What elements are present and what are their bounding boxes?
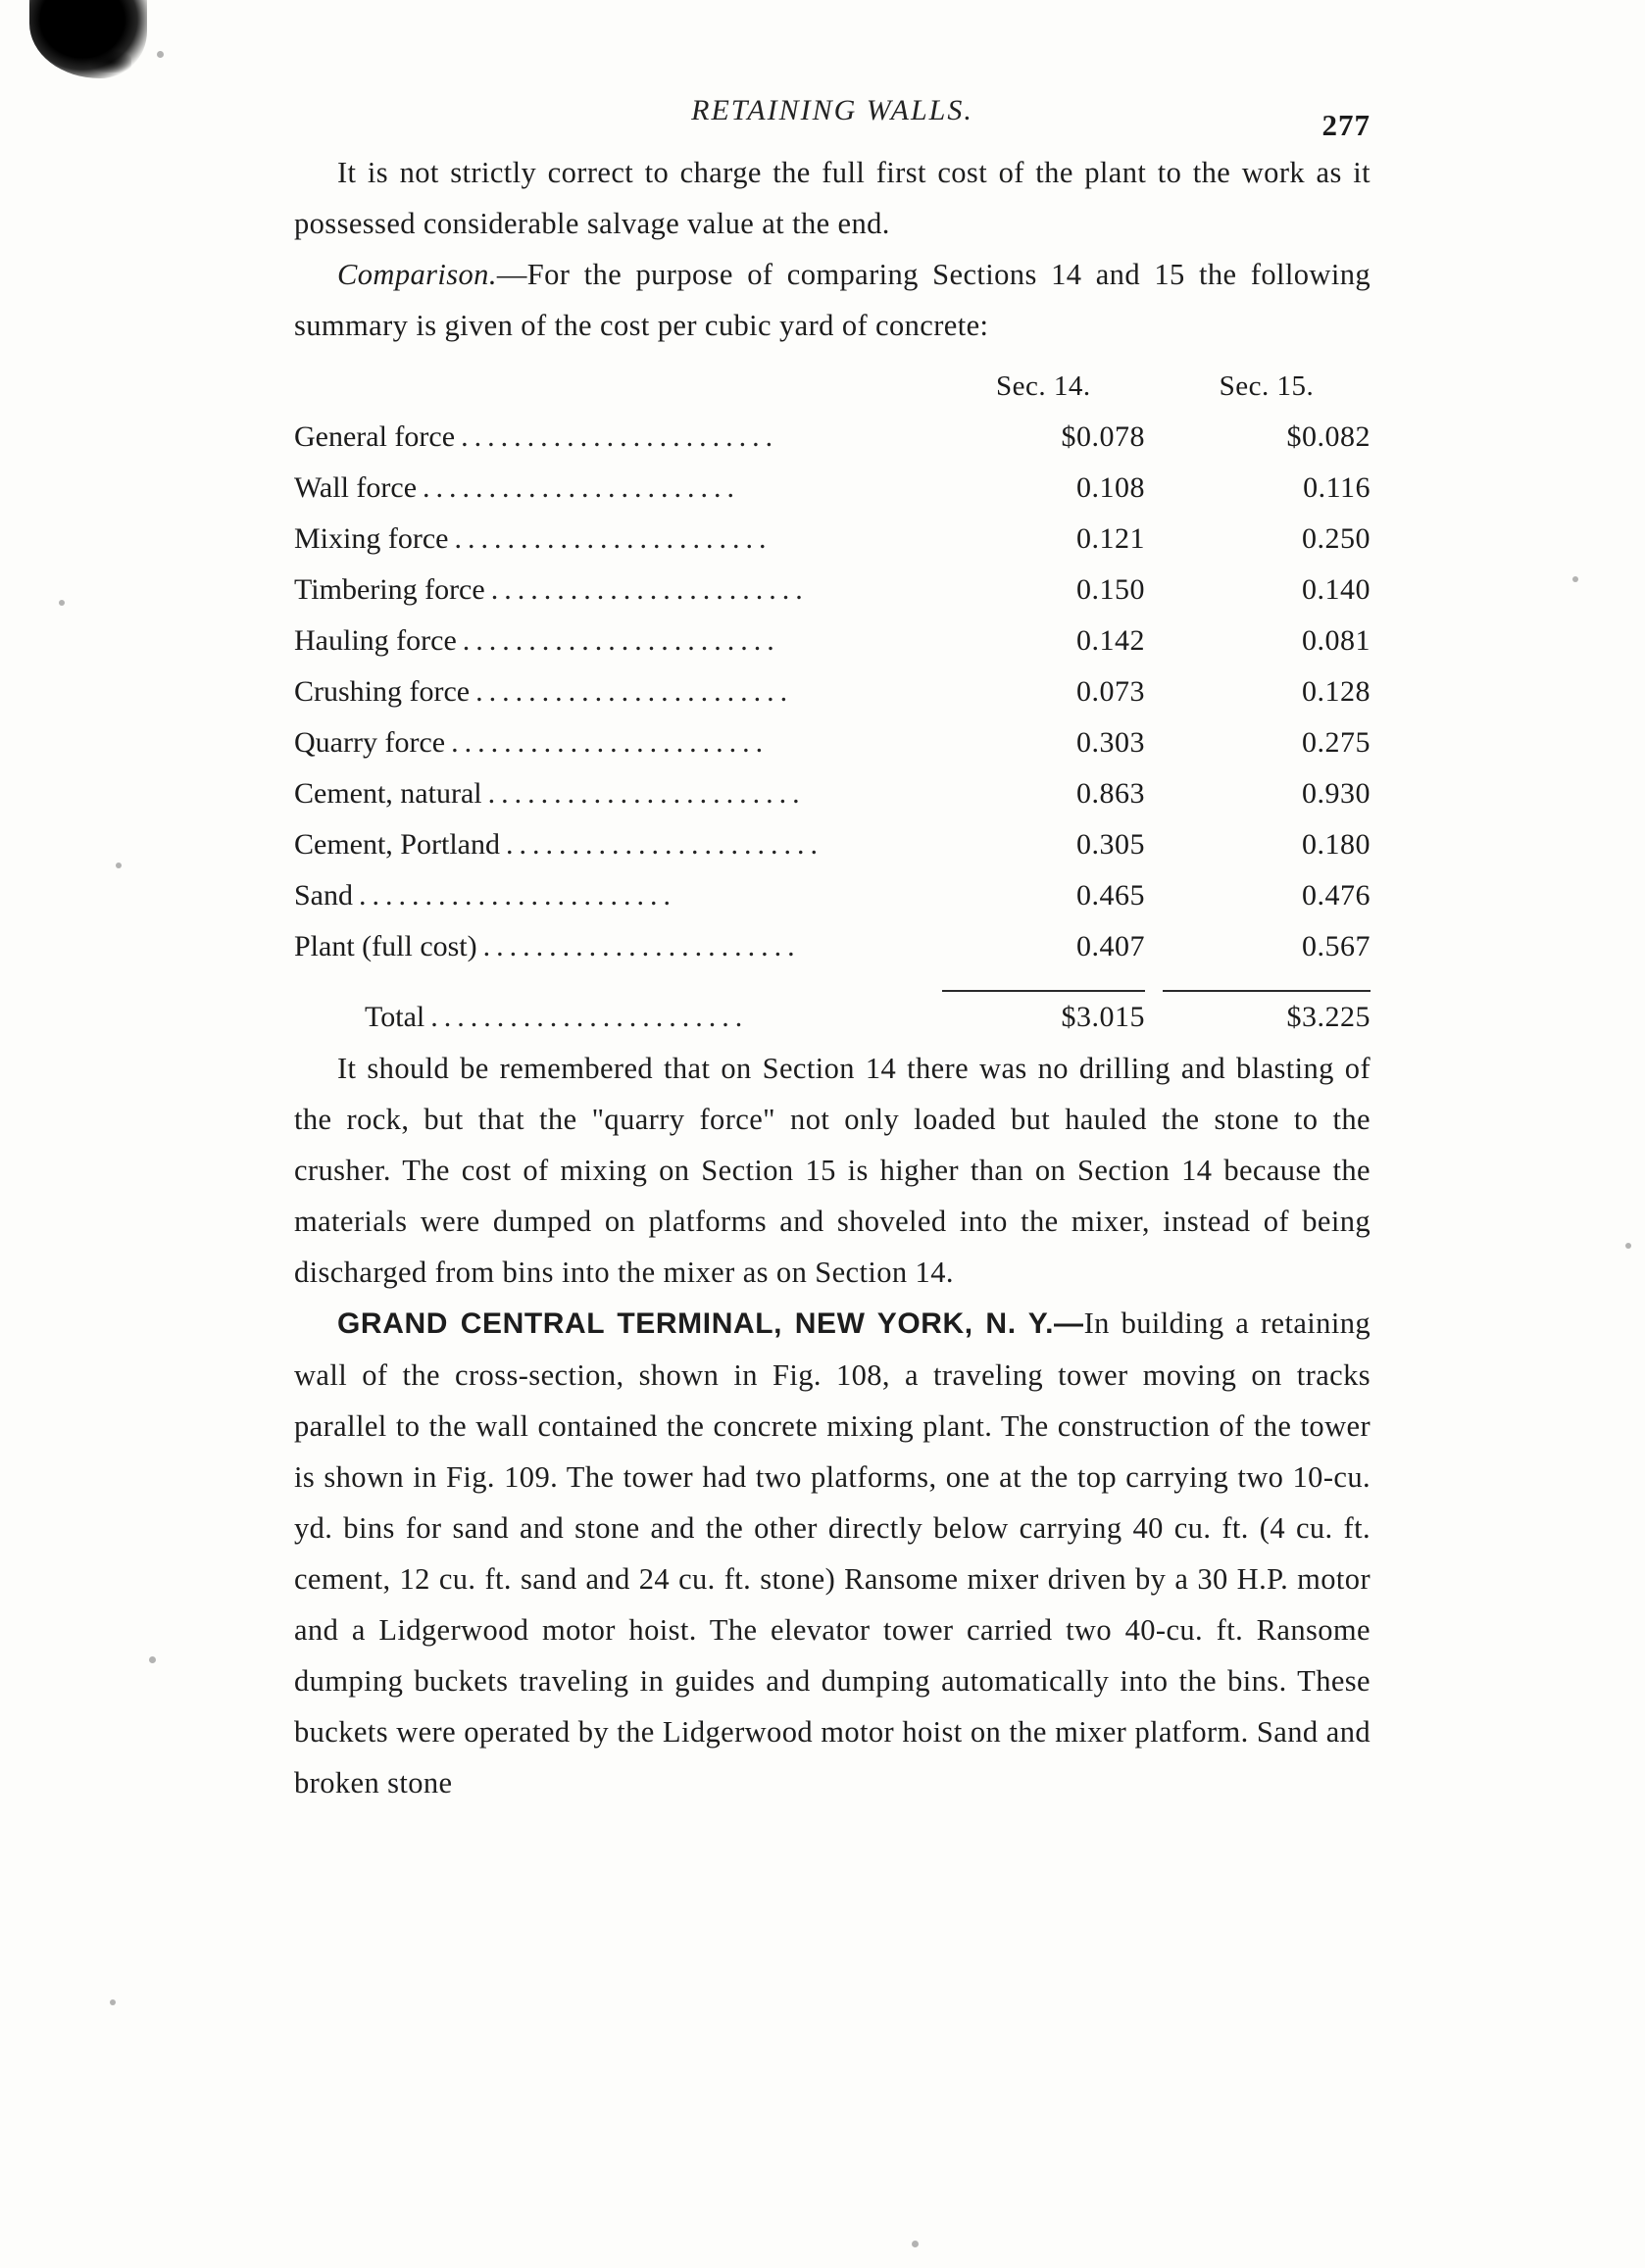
leader-dots: ........................ — [462, 624, 780, 657]
table-row — [294, 921, 1371, 972]
page-speck — [912, 2241, 919, 2247]
page-number: 277 — [1321, 108, 1371, 142]
leader-dots: ........................ — [454, 522, 773, 555]
row-label: Timbering force — [294, 573, 491, 606]
table-row — [294, 768, 1371, 819]
row-label: Crushing force — [294, 675, 475, 708]
total-value-sec15: $3.225 — [1286, 1001, 1371, 1033]
section-heading: GRAND CENTRAL TERMINAL, NEW YORK, N. Y.— — [337, 1307, 1084, 1340]
row-value-sec15: 0.476 — [1302, 879, 1371, 912]
table-row — [294, 870, 1371, 921]
table-row — [294, 565, 1371, 616]
table-row — [294, 412, 1371, 463]
row-value-sec14: 0.142 — [1075, 624, 1145, 657]
row-label: Quarry force — [294, 726, 451, 759]
row-value-sec15: 0.567 — [1302, 930, 1371, 962]
row-value-sec15: 0.250 — [1302, 522, 1371, 555]
page-speck — [1572, 576, 1578, 582]
table-row — [294, 463, 1371, 514]
row-value-sec15: $0.082 — [1286, 420, 1371, 453]
row-value-sec14: $0.078 — [1061, 420, 1145, 453]
page-speck — [1625, 1243, 1631, 1249]
paragraph-salvage-value: It is not strictly correct to charge the full first cost of the plant to the work as it possessed considerable salvage value at the end. — [294, 156, 1371, 240]
grand-central-text: In building a retaining wall of the cross-section, shown in Fig. 108, a traveling tower moving on tracks parallel to the wall contained the concrete mixing plant. The construction of the tower is shown in Fig. 109. The tower had two platforms, one at the top carrying two 10-cu. yd. bins for sand and stone and the other directly below carrying 40 cu. ft. (4 cu. ft. cement, 12 cu. ft. sand and 24 cu. ft. stone) Ransome mixer driven by a 30 H.P. motor and a Lidgerwood motor hoist. The elevator tower carried two 40-cu. ft. Ransome dumping buckets traveling in guides and dumping automatically into the bins. These buckets were operated by the Lidgerwood motor hoist on the mixer platform. Sand and broken stone — [294, 1307, 1371, 1800]
page-speck — [110, 1999, 116, 2005]
leader-dots: ........................ — [430, 1001, 749, 1033]
row-value-sec14: 0.150 — [1075, 573, 1145, 606]
column-header-blank — [294, 361, 942, 412]
leader-dots: ........................ — [490, 573, 809, 606]
row-value-sec14: 0.073 — [1075, 675, 1145, 708]
comparison-text: —For the purpose of comparing Sections 14 and 15 the following summary is given of the cost per cubic yard of concrete: — [294, 258, 1371, 342]
leader-dots: ........................ — [487, 777, 806, 810]
cost-comparison-table — [294, 361, 1371, 1043]
paragraph-grand-central — [294, 1298, 1371, 1808]
paragraph-comparison — [294, 249, 1371, 351]
table-row — [294, 616, 1371, 666]
row-value-sec15: 0.275 — [1302, 726, 1371, 759]
table-row — [294, 666, 1371, 717]
table-total-row — [294, 992, 1371, 1043]
row-value-sec15: 0.116 — [1303, 471, 1371, 504]
table-row — [294, 819, 1371, 870]
row-value-sec15: 0.180 — [1302, 828, 1371, 861]
total-label: Total — [365, 1001, 430, 1033]
row-value-sec14: 0.305 — [1075, 828, 1145, 861]
row-value-sec14: 0.108 — [1075, 471, 1145, 504]
page-header — [294, 94, 1371, 147]
comparison-lead-in: Comparison. — [337, 258, 497, 291]
row-value-sec14: 0.407 — [1075, 930, 1145, 962]
row-label: Plant (full cost) — [294, 930, 483, 962]
table-row — [294, 717, 1371, 768]
paragraph-section-notes: It should be remembered that on Section 14 there was no drilling and blasting of the rock, but that the "quarry force" not only loaded but hauled the stone to the crusher. The cost of mixing on Section 15 is higher than on Section 14 because the materials were dumped on platforms and shoveled into the mixer, instead of being discharged from bins into the mixer as on Section 14. — [294, 1052, 1371, 1289]
page-speck — [116, 863, 122, 868]
column-header-sec14: Sec. 14. — [995, 370, 1091, 402]
page-speck — [149, 1656, 156, 1663]
row-label: Cement, Portland — [294, 828, 506, 861]
table-rule-row — [294, 972, 1371, 992]
row-label: Mixing force — [294, 522, 454, 555]
row-value-sec15: 0.081 — [1302, 624, 1371, 657]
row-value-sec15: 0.140 — [1302, 573, 1371, 606]
page-speck — [157, 51, 164, 58]
leader-dots: ........................ — [461, 420, 779, 453]
running-head: RETAINING WALLS. — [691, 94, 973, 126]
leader-dots: ........................ — [482, 930, 801, 962]
row-label: Cement, natural — [294, 777, 488, 810]
leader-dots: ........................ — [475, 675, 794, 708]
page-content — [294, 94, 1371, 1808]
leader-dots: ........................ — [451, 726, 770, 759]
row-label: Wall force — [294, 471, 423, 504]
row-value-sec15: 0.128 — [1302, 675, 1371, 708]
table-row — [294, 514, 1371, 565]
page-speck — [59, 600, 65, 606]
row-value-sec14: 0.121 — [1075, 522, 1145, 555]
row-value-sec14: 0.465 — [1075, 879, 1145, 912]
ink-smudge — [29, 0, 147, 78]
leader-dots: ........................ — [505, 828, 823, 861]
total-value-sec14: $3.015 — [1061, 1001, 1145, 1033]
leader-dots: ........................ — [423, 471, 741, 504]
table-header-row — [294, 361, 1371, 412]
column-header-sec15: Sec. 15. — [1219, 370, 1315, 402]
row-label: General force — [294, 420, 461, 453]
row-label: Sand — [294, 879, 359, 912]
row-value-sec14: 0.303 — [1075, 726, 1145, 759]
row-value-sec15: 0.930 — [1302, 777, 1371, 810]
row-label: Hauling force — [294, 624, 463, 657]
leader-dots: ........................ — [359, 879, 676, 912]
row-value-sec14: 0.863 — [1075, 777, 1145, 810]
